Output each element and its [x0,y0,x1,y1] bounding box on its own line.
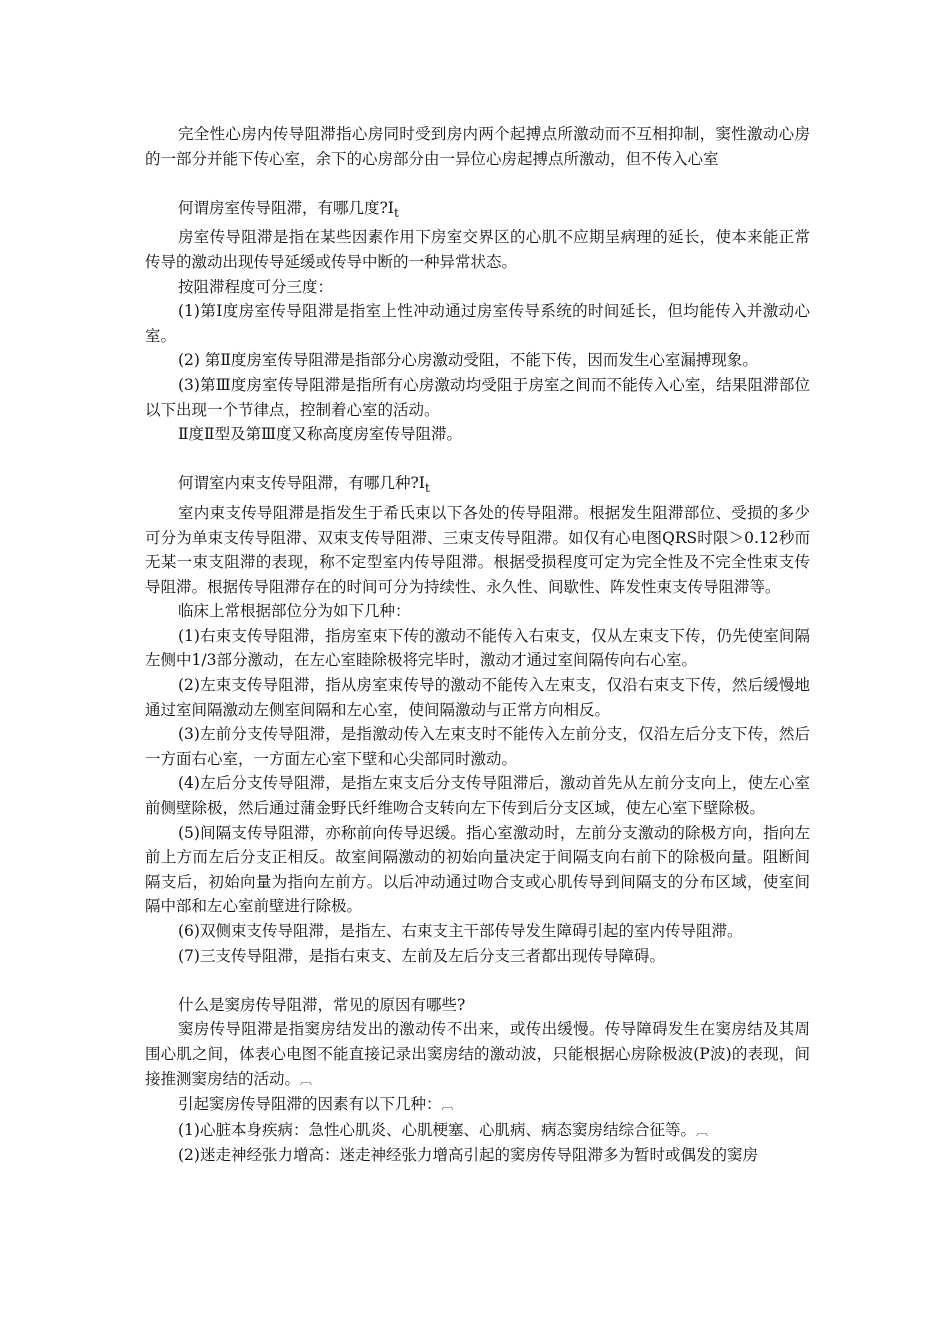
paragraph: (2)左束支传导阻滞，指从房室束传导的激动不能传入左束支，仅沿右束支下传，然后缓慢地通过室间隔激动左侧室间隔和左心室，使间隔激动与正常方向相反。 [145,676,810,719]
paragraph: 按阻滞程度可分三度： [178,277,334,296]
question-heading [145,196,810,226]
stray-mark: ︹ [441,1098,453,1113]
paragraph: 临床上常根据部位分为如下几种： [178,602,411,621]
paragraph [145,1017,810,1092]
paragraph: (7)三支传导阻滞，是指右束支、左前及左后分支三者都出现传导障碍。 [178,946,665,965]
question-heading: 什么是窦房传导阻滞，常见的原因有哪些? [178,995,466,1014]
paragraph: (3)第Ⅲ度房室传导阻滞是指所有心房激动均受阻于房室之间而不能传入心室，结果阻滞部位以下出现一个节律点，控制着心室的活动。 [145,375,810,419]
paragraph [145,1092,810,1118]
spacer [145,171,810,196]
heading-text: 何谓房室传导阻滞，有哪几度?I [178,198,394,217]
paragraph: (1)第Ⅰ度房室传导阻滞是指室上性冲动通过房室传导系统的时间延长，但均能传入并激动心室。 [145,302,810,345]
stray-mark: ︹ [300,1072,312,1087]
document-body [145,122,810,1168]
stray-mark: ︹ [695,1123,707,1138]
paragraph: (5)间隔支传导阻滞，亦称前向传导迟缓。指心室激动时，左前分支激动的除极方向，指向左前上方而左后分支正相反。故室间隔激动的初始向量决定于间隔支向右前下的除极向量。阻断间隔支后，初始向量为指向左前方。以后冲动通过吻合支或心肌传导到间隔支的分布区域，使室间隔中部和左心室前壁进行除极。 [145,823,810,916]
paragraph: (6)双侧束支传导阻滞，是指左、右束支主干部传导发生障碍引起的室内传导阻滞。 [178,922,743,940]
paragraph [145,1118,810,1144]
paragraph: 完全性心房内传导阻滞指心房同时受到房内两个起搏点所激动而不互相抑制，窦性激动心房的一部分并能下传心室，余下的心房部分由一异位心房起搏点所激动，但不传入心室 [145,125,810,168]
paragraph: (4)左后分支传导阻滞，是指左束支后分支传导阻滞后，激动首先从左前分支向上，使左心室前侧壁除极，然后通过蒲金野氏纤维吻合支转向左下传到后分支区域，使左心室下壁除极。 [145,774,810,818]
paragraph: 室内束支传导阻滞是指发生于希氏束以下各处的传导阻滞。根据发生阻滞部位、受损的多少可分为单束支传导阻滞、双束支传导阻滞、三束支传导阻滞。如仅有心电图QRS时限＞0.12秒而无某一束支阻滞的表现，称不定型室内传导阻滞。根据受损程度可定为完全性及不完全性束支传导阻滞。根据传导阻滞存在的时间可分为持续性、永久性、间歇性、阵发性束支传导阻滞等。 [145,503,810,596]
question-heading [145,471,810,501]
paragraph-text: 窦房传导阻滞是指窦房结发出的激动传不出来，或传出缓慢。传导障碍发生在窦房结及其周围心肌之间，体表心电图不能直接记录出窦房结的激动波，只能根据心房除极波(P波)的表现，间接推测窦房结的活动。 [145,1020,810,1088]
spacer [145,447,810,472]
stray-mark: t [393,205,398,220]
paragraph-text: 引起窦房传导阻滞的因素有以下几种： [178,1095,442,1114]
stray-mark: t [424,481,429,496]
paragraph: (2)迷走神经张力增高：迷走神经张力增高引起的窦房传导阻滞多为暂时或偶发的窦房 [178,1146,758,1165]
paragraph-text: (1)心脏本身疾病：急性心肌炎、心肌梗塞、心肌病、病态窦房结综合征等。 [178,1120,696,1139]
paragraph: (2) 第Ⅱ度房室传导阻滞是指部分心房激动受阻，不能下传，因而发生心室漏搏现象。 [178,351,758,370]
paragraph: (1)右束支传导阻滞，指房室束下传的激动不能传入右束支，仅从左束支下传，仍先使室间隔左侧中1/3部分激动，在左心室睦除极将完毕时，激动才通过室间隔传向右心室。 [145,626,810,670]
paragraph: (3)左前分支传导阻滞，是指激动传入左束支时不能传入左前分支，仅沿左后分支下传，然后一方面右心室，一方面左心室下壁和心尖部同时激动。 [145,725,810,768]
paragraph: 房室传导阻滞是指在某些因素作用下房室交界区的心肌不应期呈病理的延长，使本来能正常传导的激动出现传导延缓或传导中断的一种异常状态。 [145,228,810,271]
spacer [145,968,810,993]
paragraph: Ⅱ度Ⅱ型及第Ⅲ度又称高度房室传导阻滞。 [178,425,463,444]
heading-text: 何谓室内束支传导阻滞，有哪几种?I [178,474,425,493]
